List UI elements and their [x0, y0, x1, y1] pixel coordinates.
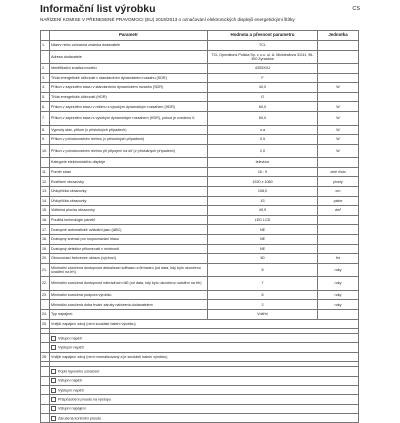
parameter-label: Typ napájení:	[50, 309, 208, 319]
table-row	[41, 263, 359, 277]
parameter-label: Dostupný snímač pro rozpoznávání hlasu	[50, 235, 208, 245]
parameter-unit: cm	[318, 187, 359, 197]
row-number: 21.	[41, 263, 50, 277]
parameter-value: 2	[208, 300, 318, 310]
table-row	[41, 187, 359, 197]
row-number	[41, 50, 50, 64]
section-26-item: Přizpůsobení proudu na výstupu	[41, 395, 359, 404]
parameter-table	[40, 30, 359, 423]
parameter-unit: celé číslo	[318, 167, 359, 177]
parameter-value: 8	[208, 290, 318, 300]
table-row	[41, 277, 359, 291]
parameter-value: 1920 x 1080	[208, 177, 318, 187]
row-number: 17.	[41, 225, 50, 235]
table-row	[41, 50, 359, 64]
table-row	[41, 206, 359, 216]
row-number: 6.	[41, 102, 50, 112]
parameter-unit	[318, 92, 359, 102]
row-number: 12.	[41, 177, 50, 187]
table-row	[41, 112, 359, 126]
parameter-value: televizor	[208, 158, 318, 168]
section-26-item: Vstupní napájení	[41, 404, 359, 413]
table-row	[41, 196, 359, 206]
parameter-unit	[318, 64, 359, 74]
parameter-value: F	[208, 73, 318, 83]
row-number: 15.	[41, 206, 50, 216]
section-25-item: Výstupní napětí	[41, 343, 359, 352]
table-row	[41, 300, 359, 310]
table-row	[41, 177, 359, 187]
column-header: Hodnota a přesnost parametru	[208, 31, 318, 41]
checkbox-icon	[51, 345, 56, 350]
parameter-label: Příkon v zapnutém stavu v režimu s vysokým dynamickým rozsahem (HDR)	[50, 102, 208, 112]
parameter-unit	[318, 50, 359, 64]
parameter-unit: roky	[318, 263, 359, 277]
parameter-value: 60,0	[208, 112, 318, 126]
parameter-unit: W	[318, 102, 359, 112]
parameter-unit: palce	[318, 196, 359, 206]
parameter-unit: roky	[318, 277, 359, 291]
parameter-value: TCL	[208, 41, 318, 51]
parameter-value: 60,0	[208, 102, 318, 112]
table-row	[41, 64, 359, 74]
parameter-unit: W	[318, 144, 359, 158]
table-row	[41, 158, 359, 168]
parameter-unit	[318, 244, 359, 254]
column-header: Parametr	[50, 31, 208, 41]
parameter-label: Název nebo ochranná známka dodavatele	[50, 41, 208, 51]
parameter-value: 8	[208, 263, 318, 277]
row-number: 3.	[41, 73, 50, 83]
table-row	[41, 41, 359, 51]
parameter-label: Adresa dodavatele	[50, 50, 208, 64]
row-number: 5.	[41, 92, 50, 102]
table-row	[41, 102, 359, 112]
row-number	[41, 158, 50, 168]
parameter-label: Příkon v pohotovostním režimu (v příslušných případech)	[50, 135, 208, 145]
row-number: 20.	[41, 254, 50, 264]
parameter-unit: roky	[318, 300, 359, 310]
parameter-unit: dm²	[318, 206, 359, 216]
page-title: Informační list výrobku	[40, 3, 156, 15]
parameter-value: 2,0	[208, 144, 318, 158]
section-25-header: 25. Vnější napájecí zdroj (není součástí balení výrobku)	[41, 319, 359, 328]
parameter-value: 60	[208, 254, 318, 264]
row-number: 11.	[41, 167, 50, 177]
parameter-label: Příkon v pohotovostním režimu při připojení na síť (v příslušných případech)	[50, 144, 208, 158]
parameter-unit	[318, 235, 359, 245]
parameter-unit	[318, 158, 359, 168]
table-row	[41, 235, 359, 245]
row-number: 13.	[41, 187, 50, 197]
regulation-subtitle: NAŘÍZENÍ KOMISE V PŘENESENÉ PRAVOMOCI (EU) 2019/2013 o označování elektronických displejů energetickými štítky	[40, 17, 295, 22]
parameter-label: Použitá technologie panelů	[50, 215, 208, 225]
table-row	[41, 144, 359, 158]
row-number: 23.	[41, 290, 50, 300]
row-number: 14.	[41, 196, 50, 206]
parameter-value: LED LCD	[208, 215, 318, 225]
section-26-item: Vstupní napětí	[41, 376, 359, 385]
parameter-label: Minimální zaručená podpora výrobku	[50, 290, 208, 300]
parameter-unit: W	[318, 125, 359, 135]
checkbox-icon	[51, 397, 56, 402]
parameter-value: 43	[208, 196, 318, 206]
parameter-unit: roky	[318, 290, 359, 300]
parameter-label: Viditelná plocha obrazovky	[50, 206, 208, 216]
parameter-label: Dostupné automatické ovládání jasu (ABC)	[50, 225, 208, 235]
parameter-label: Třída energetické účinnosti v standardním dynamickém rozsahu (SDR)	[50, 73, 208, 83]
parameter-value: NE	[208, 235, 318, 245]
parameter-label: Úhlopříčka obrazovky	[50, 196, 208, 206]
parameter-label: Kategorie elektronického displeje	[50, 158, 208, 168]
parameter-unit: W	[318, 135, 359, 145]
parameter-value: 43S5XXJ	[208, 64, 318, 74]
parameter-unit	[318, 225, 359, 235]
checkbox-icon	[51, 416, 56, 421]
parameter-label: Úhlopříčka obrazovky	[50, 187, 208, 197]
table-row	[41, 135, 359, 145]
row-number: 7.	[41, 112, 50, 126]
row-number: 16.	[41, 215, 50, 225]
table-row	[41, 83, 359, 93]
checkbox-icon	[51, 378, 56, 383]
parameter-label: Minimální zaručená dostupnost náhradních dílů (od data, kdy bylo ukončeno uvádění na trh)	[50, 277, 208, 291]
parameter-value: 108,0	[208, 187, 318, 197]
table-row	[41, 290, 359, 300]
parameter-label: Poměr stran	[50, 167, 208, 177]
row-number: 24.	[41, 309, 50, 319]
table-row	[41, 309, 359, 319]
parameter-value: 0,5	[208, 135, 318, 145]
section-26-header: 26. Vnější napájecí zdroj (není normalizovaný a je součástí balení výrobku)	[41, 352, 359, 361]
parameter-unit	[318, 73, 359, 83]
column-header: Jednotka	[318, 31, 359, 41]
parameter-label: Příkon v zapnutém stavu v standardním dynamickém rozsahu (SDR)	[50, 83, 208, 93]
parameter-unit: Hz	[318, 254, 359, 264]
row-number: 4.	[41, 83, 50, 93]
section-25-item: Vstupní napětí	[41, 333, 359, 342]
table-row	[41, 125, 359, 135]
row-number: 22.	[41, 277, 50, 291]
row-number: 1.	[41, 41, 50, 51]
row-number: 10.	[41, 144, 50, 158]
parameter-unit: W	[318, 83, 359, 93]
parameter-value: 40,0	[208, 83, 318, 93]
checkbox-icon	[51, 406, 56, 411]
table-header	[41, 31, 359, 41]
row-number: 19.	[41, 244, 50, 254]
table-row	[41, 254, 359, 264]
parameter-label: Třída energetické účinnosti (HDR)	[50, 92, 208, 102]
section-26-item: Popis typového označení:	[41, 367, 359, 376]
table-row	[41, 92, 359, 102]
parameter-value: 16 : 9	[208, 167, 318, 177]
table-row	[41, 244, 359, 254]
language-code: CS	[352, 6, 360, 12]
parameter-value: G	[208, 92, 318, 102]
checkbox-icon	[51, 336, 56, 341]
parameter-unit	[318, 41, 359, 51]
parameter-value: NE	[208, 225, 318, 235]
parameter-label: Vypnutý stav, příkon (v příslušných případech)	[50, 125, 208, 135]
parameter-label: Příkon v zapnutém stavu s vysokým dynamickým rozsahem (HDR), pokud je uvedeno ß	[50, 112, 208, 126]
row-number	[41, 300, 50, 310]
row-number: 18.	[41, 235, 50, 245]
checkbox-icon	[51, 388, 56, 393]
parameter-label: Minimální zaručená doba trvání záruky nabízená dodavatelem	[50, 300, 208, 310]
table-row	[41, 167, 359, 177]
parameter-value: NE	[208, 244, 318, 254]
checkbox-icon	[51, 369, 56, 374]
table-row	[41, 225, 359, 235]
row-number: 2.	[41, 64, 50, 74]
table-row	[41, 73, 359, 83]
section-26-item: Zaručená kontrolní proudu	[41, 414, 359, 423]
parameter-label: Obnovovací frekvence obrazu (výchozí)	[50, 254, 208, 264]
parameter-label: Minimální zaručená dostupnost aktualizací softwaru a firmwaru (od data, kdy bylo ukončeno uvádění na trh)	[50, 263, 208, 277]
parameter-value: 49,9	[208, 206, 318, 216]
parameter-unit	[318, 309, 359, 319]
parameter-unit: pixely	[318, 177, 359, 187]
parameter-value: 7	[208, 277, 318, 291]
parameter-label: Dostupný detektor přítomnosti v místnosti	[50, 244, 208, 254]
parameter-unit: W	[318, 112, 359, 126]
parameter-label: Identifikační značka modelu	[50, 64, 208, 74]
row-number: 9.	[41, 135, 50, 145]
parameter-label: Rozlišení obrazovky	[50, 177, 208, 187]
parameter-value: Vnitřní	[208, 309, 318, 319]
section-26-item: Výstupní napětí	[41, 385, 359, 394]
row-number: 8.	[41, 125, 50, 135]
table-row	[41, 215, 359, 225]
parameter-unit	[318, 215, 359, 225]
parameter-value: n.a	[208, 125, 318, 135]
parameter-value: TCL Operations Polska Sp. z o.o. ul. A. Mickiewicza 31/41, 96-300 Żyrardów	[208, 50, 318, 64]
